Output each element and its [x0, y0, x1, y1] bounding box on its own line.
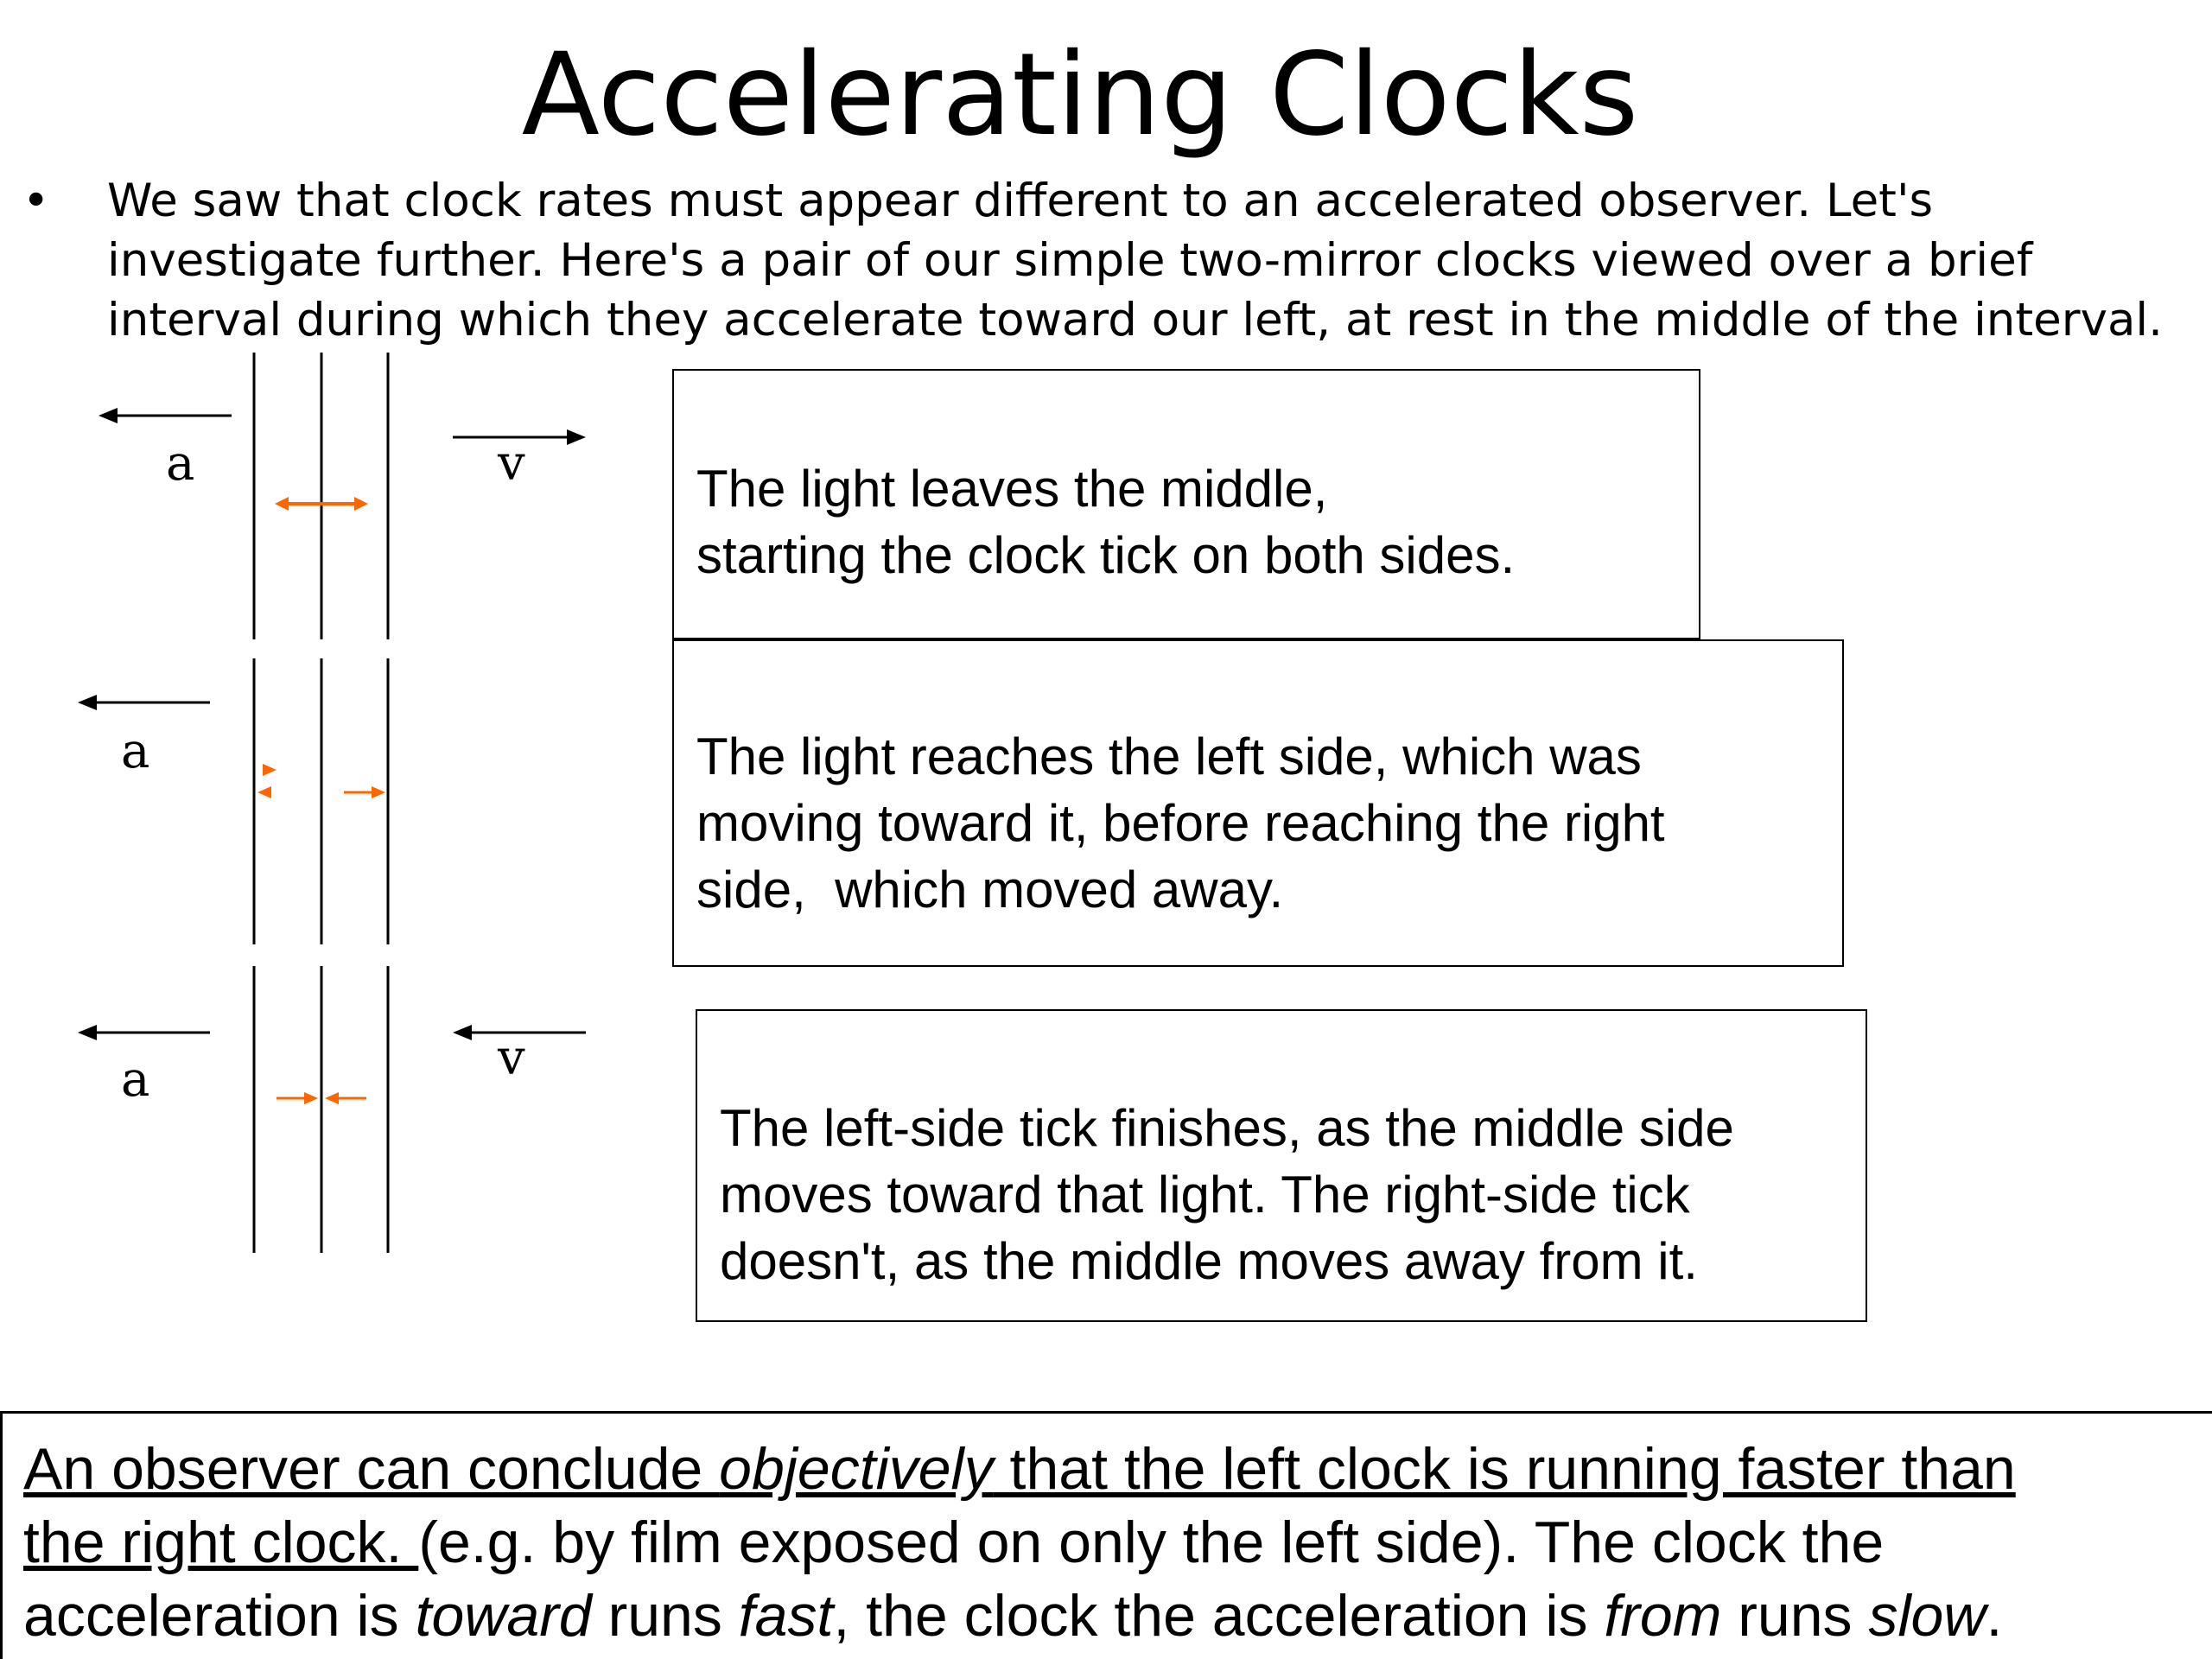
conclusion-text: . — [1986, 1583, 2003, 1649]
conclusion-emphasis: toward — [415, 1583, 592, 1649]
conclusion-text: that the left clock is running faster than — [993, 1436, 2016, 1502]
slide-title: Accelerating Clocks — [521, 29, 1639, 162]
conclusion-emphasis: slow — [1868, 1583, 1986, 1649]
light-arrowhead-right — [372, 786, 385, 798]
conclusion-text: An observer can conclude — [23, 1436, 720, 1502]
conclusion-text: the right clock. — [23, 1510, 419, 1575]
light-arrowhead-right — [325, 1092, 339, 1104]
stage-1 — [99, 353, 586, 639]
conclusion-emphasis: from — [1604, 1583, 1722, 1649]
velocity-arrowhead — [453, 1025, 472, 1040]
explanation-line: moving toward it, before reaching the right — [696, 794, 1665, 852]
conclusion-text: acceleration is — [23, 1583, 416, 1649]
velocity-label: v — [498, 435, 525, 492]
conclusion-box — [0, 1411, 2212, 1659]
conclusion-emphasis: objectively — [719, 1436, 994, 1502]
stage-1-explanation — [696, 455, 1515, 588]
acceleration-label: a — [121, 1052, 150, 1108]
light-arrowhead-reflect-out — [257, 786, 271, 798]
explanation-line: starting the clock tick on both sides. — [696, 526, 1516, 584]
explanation-line: side, which moved away. — [696, 861, 1284, 918]
stage-3-explanation — [720, 1095, 1734, 1294]
acceleration-arrowhead — [99, 408, 118, 423]
stage-3 — [78, 966, 586, 1253]
velocity-label: v — [498, 1030, 525, 1086]
explanation-line: The light reaches the left side, which was — [696, 728, 1642, 785]
acceleration-arrowhead — [78, 695, 97, 710]
light-arrowhead-reflect-in — [263, 764, 276, 776]
conclusion-text: runs — [1721, 1583, 1869, 1649]
conclusion-text: , the clock the acceleration is — [833, 1583, 1605, 1649]
acceleration-arrowhead — [78, 1025, 97, 1040]
light-arrowhead-left — [304, 1092, 318, 1104]
light-arrowhead-right — [354, 497, 368, 511]
explanation-line: moves toward that light. The right-side tick — [720, 1166, 1690, 1224]
stage-2-explanation-box — [672, 639, 1844, 967]
explanation-line: The left-side tick finishes, as the middle side — [720, 1099, 1734, 1157]
light-arrowhead-left — [275, 497, 289, 511]
conclusion-emphasis: fast — [738, 1583, 834, 1649]
stage-1-explanation-box — [672, 369, 1700, 639]
velocity-arrowhead — [567, 429, 586, 445]
conclusion-text: (e.g. by film exposed on only the left side). The clock the — [418, 1510, 1885, 1575]
conclusion-text: runs — [591, 1583, 739, 1649]
acceleration-label: a — [166, 435, 195, 492]
intro-paragraph: We saw that clock rates must appear different to an accelerated observer. Let's investigate further. Here's a pair of our simple two-mirror clocks viewed over a brief interval during which they accelerate toward our left, at rest in the middle of the interval. — [107, 175, 2163, 346]
stage-3-explanation-box — [696, 1009, 1867, 1322]
bullet-marker: • — [22, 175, 50, 227]
explanation-line: The light leaves the middle, — [696, 460, 1328, 518]
stage-2-explanation — [696, 723, 1665, 923]
acceleration-label: a — [121, 723, 150, 779]
stage-2 — [78, 658, 388, 944]
explanation-line: doesn't, as the middle moves away from it. — [720, 1232, 1698, 1290]
